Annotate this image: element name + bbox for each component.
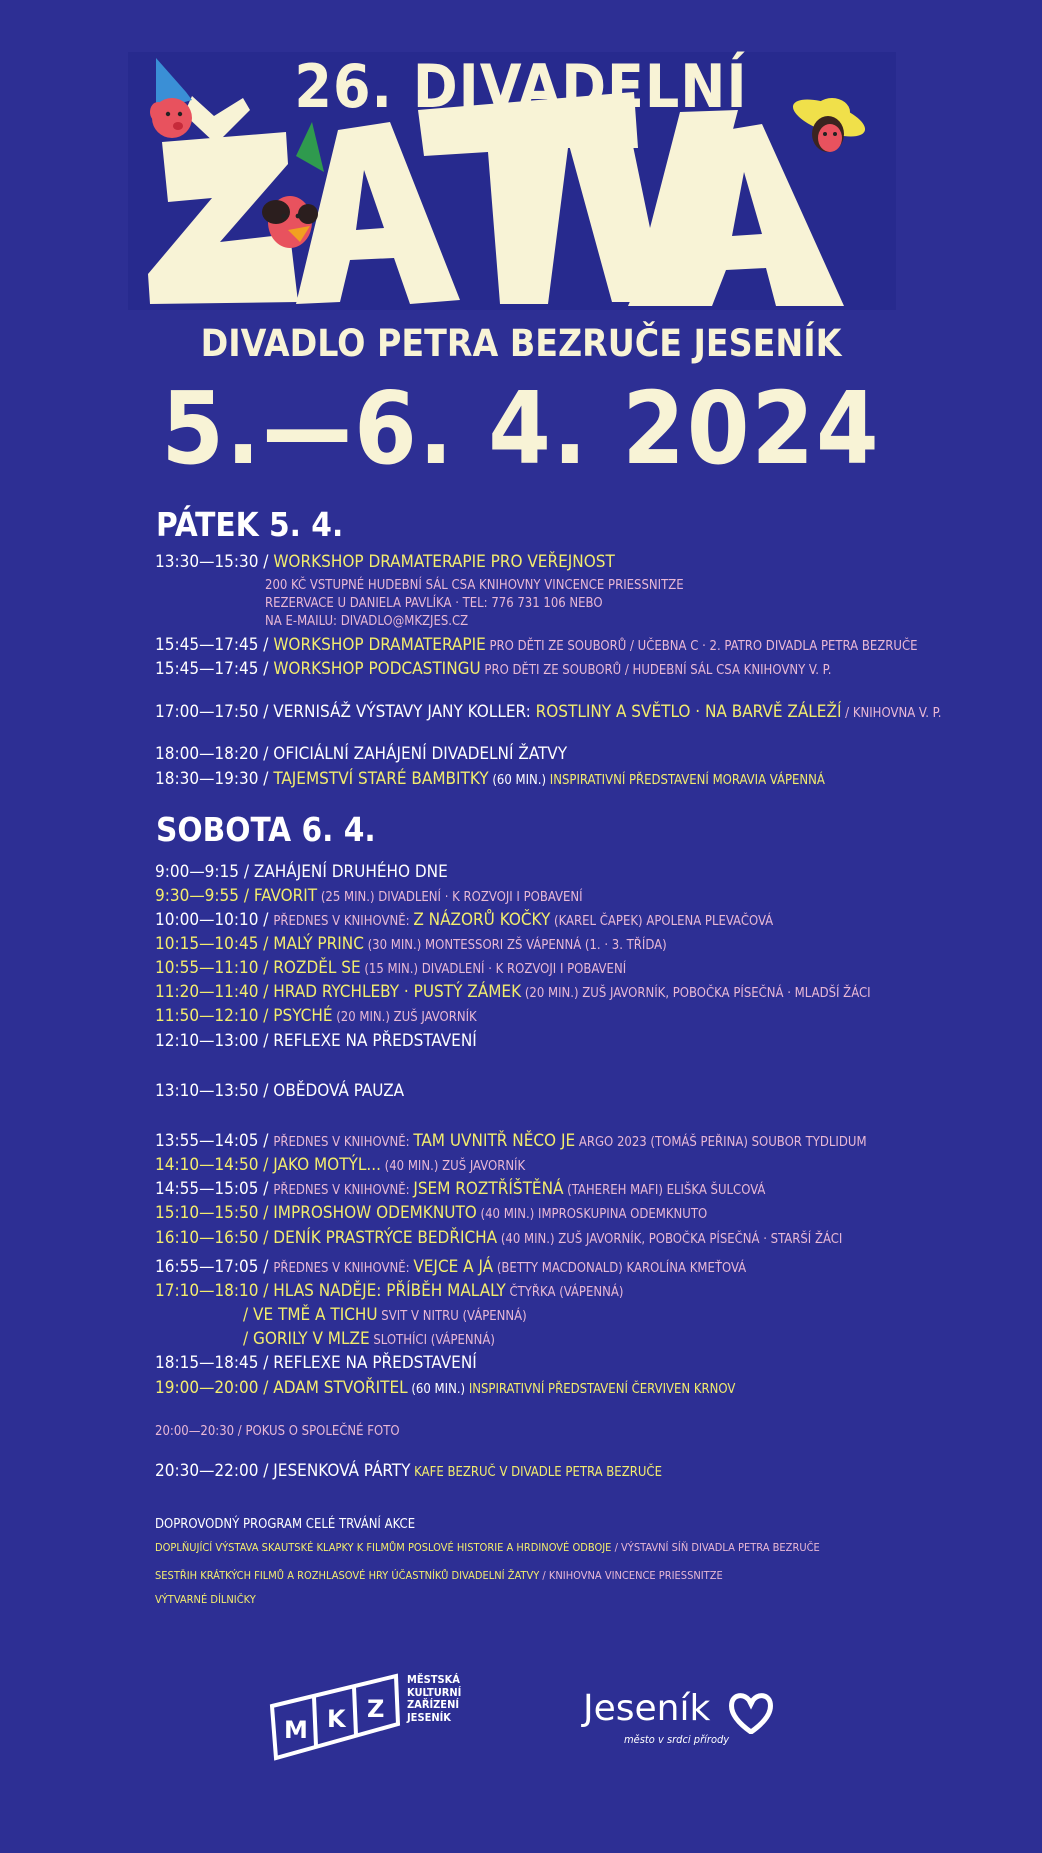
schedule-row — [155, 888, 583, 905]
row-info: ARGO 2023 (TOMÁŠ PEŘINA) SOUBOR TYDLIDUM — [575, 1135, 867, 1150]
schedule-row — [155, 661, 831, 678]
schedule-row — [155, 936, 667, 953]
row-info: PRO DĚTI ZE SOUBORŮ / UČEBNA C · 2. PATRO DIVADLA PETRA BEZRUČE — [485, 639, 918, 654]
schedule-row — [155, 1422, 400, 1438]
row-time: 11:20—11:40 / HRAD RYCHLEBY · PUSTÝ ZÁMEK — [155, 982, 522, 1002]
accompanying-item — [155, 1542, 820, 1553]
row-title: VEJCE A JÁ — [413, 1257, 494, 1277]
row-title: ROSTLINY A SVĚTLO · NA BARVĚ ZÁLEŽÍ — [535, 702, 842, 722]
row-info: / KNIHOVNA V. P. — [841, 706, 942, 721]
row-info: SVIT V NITRU (VÁPENNÁ) — [377, 1309, 527, 1324]
mkz-logo — [268, 1672, 402, 1762]
row-info: KAFE BEZRUČ V DIVADLE PETRA BEZRUČE — [410, 1465, 662, 1480]
row-info: (15 MIN.) DIVADLENÍ · K ROZVOJI I POBAVENÍ — [360, 962, 627, 977]
row-time: 15:10—15:50 / IMPROSHOW ODEMKNUTO — [155, 1203, 477, 1223]
row-info: (30 MIN.) MONTESSORI ZŠ VÁPENNÁ (1. · 3. TŘÍDA) — [363, 938, 667, 953]
schedule-row — [155, 1230, 842, 1247]
mkz-text-line: JESENÍK — [407, 1710, 451, 1724]
row-duration: (60 MIN.) — [488, 773, 550, 788]
row-info: ČTYŘKA (VÁPENNÁ) — [505, 1285, 624, 1300]
accompanying-title: SESTŘIH KRÁTKÝCH FILMŮ A ROZHLASOVÉ HRY ÚČASTNÍKŮ DIVADELNÍ ŽATVY — [155, 1569, 540, 1582]
row-title: / VE TMĚ A TICHU — [243, 1305, 378, 1325]
mkz-text-line: KULTURNÍ — [407, 1685, 462, 1699]
row-detail: REZERVACE U DANIELA PAVLÍKA · TEL: 776 731 106 NEBO — [265, 596, 603, 611]
schedule-row — [155, 1133, 867, 1150]
accompanying-place: / VÝSTAVNÍ SÍŇ DIVADLA PETRA BEZRUČE — [611, 1541, 820, 1554]
row-time: 17:10—18:10 / HLAS NADĚJE: PŘÍBĚH MALALY — [155, 1281, 506, 1301]
row-time: 10:15—10:45 / MALÝ PRINC — [155, 934, 364, 954]
schedule-row — [155, 1157, 525, 1174]
accompanying-place: / KNIHOVNA VINCENCE PRIESSNITZE — [539, 1569, 723, 1582]
row-time: 20:00—20:30 / POKUS O SPOLEČNÉ FOTO — [155, 1424, 400, 1439]
schedule-row — [155, 1205, 707, 1222]
accompanying-item — [155, 1590, 256, 1606]
row-title: JSEM ROZTŘÍŠTĚNÁ — [413, 1179, 564, 1199]
row-info: PRO DĚTI ZE SOUBORŮ / HUDEBNÍ SÁL CSA KNIHOVNY V. P. — [480, 663, 832, 678]
venue-title: DIVADLO PETRA BEZRUČE JESENÍK — [200, 322, 842, 365]
row-duration: (60 MIN.) — [407, 1382, 469, 1397]
row-time: 15:45—17:45 / — [155, 635, 274, 655]
schedule-row — [243, 1331, 495, 1348]
schedule-row — [155, 1033, 477, 1050]
row-detail: 200 KČ VSTUPNÉ HUDEBNÍ SÁL CSA KNIHOVNY VINCENCE PRIESSNITZE — [265, 578, 684, 593]
schedule-row — [155, 554, 615, 571]
mkz-letter-k: K — [327, 1705, 346, 1733]
row-title: TAJEMSTVÍ STARÉ BAMBITKY — [273, 769, 489, 789]
row-info: (20 MIN.) ZUŠ JAVORNÍK, POBOČKA PÍSEČNÁ · MLADŠÍ ŽÁCI — [521, 986, 871, 1001]
accompanying-item — [155, 1566, 723, 1582]
row-time: 9:00—9:15 / ZAHÁJENÍ DRUHÉHO DNE — [155, 862, 448, 882]
row-time: 13:55—14:05 / — [155, 1131, 274, 1151]
row-info: (40 MIN.) ZUŠ JAVORNÍK, POBOČKA PÍSEČNÁ · STARŠÍ ŽÁCI — [497, 1232, 843, 1247]
row-title: Z NÁZORŮ KOČKY — [413, 910, 551, 930]
row-info: (TAHEREH MAFI) ELIŠKA ŠULCOVÁ — [563, 1183, 766, 1198]
row-time: 20:30—22:00 / JESENKOVÁ PÁRTY — [155, 1461, 411, 1481]
accompanying-title: VÝTVARNÉ DÍLNIČKY — [155, 1593, 256, 1606]
schedule-row — [155, 1463, 662, 1480]
row-info: (KAREL ČAPEK) APOLENA PLEVAČOVÁ — [550, 914, 774, 929]
mkz-letter-m: M — [284, 1716, 308, 1744]
mkz-text-line: MĚSTSKÁ — [407, 1673, 460, 1686]
accompanying-heading-text: DOPROVODNÝ PROGRAM CELÉ TRVÁNÍ AKCE — [155, 1517, 416, 1532]
mkz-letter-z: Z — [367, 1695, 385, 1723]
schedule-row — [155, 1259, 746, 1276]
schedule-row — [155, 1380, 735, 1397]
schedule-row — [155, 864, 448, 881]
schedule-row — [155, 637, 918, 654]
mkz-logo-text — [407, 1674, 461, 1724]
row-time: 18:15—18:45 / REFLEXE NA PŘEDSTAVENÍ — [155, 1353, 477, 1373]
schedule-row — [155, 746, 567, 763]
row-time: 17:00—17:50 / VERNISÁŽ VÝSTAVY JANY KOLLER: — [155, 702, 536, 722]
row-time: 19:00—20:00 / ADAM STVOŘITEL — [155, 1378, 408, 1398]
schedule-row — [155, 984, 871, 1001]
row-time: 10:55—11:10 / ROZDĚL SE — [155, 958, 361, 978]
row-title: TAM UVNITŘ NĚCO JE — [413, 1131, 576, 1151]
schedule-row — [155, 912, 773, 929]
row-time: 18:30—19:30 / — [155, 769, 274, 789]
schedule-row — [155, 1355, 477, 1372]
row-time: 13:30—15:30 / — [155, 552, 274, 572]
row-info: (25 MIN.) DIVADLENÍ · K ROZVOJI I POBAVENÍ — [317, 890, 583, 905]
row-time: 16:10—16:50 / DENÍK PRASTRÝCE BEDŘICHA — [155, 1228, 498, 1248]
row-time: 9:30—9:55 / FAVORIT — [155, 886, 318, 906]
schedule-row — [155, 704, 941, 721]
festival-title-line1: 26. DIVADELNÍ — [294, 52, 748, 122]
row-detail: NA E-MAILU: DIVADLO@MKZJES.CZ — [265, 614, 469, 629]
schedule-row — [243, 1307, 527, 1324]
row-info: INSPIRATIVNÍ PŘEDSTAVENÍ ČERVIVEN KRNOV — [468, 1382, 736, 1397]
row-prefix: PŘEDNES V KNIHOVNĚ: — [273, 1135, 414, 1150]
row-time: 14:10—14:50 / JAKO MOTÝL... — [155, 1155, 381, 1175]
jesenik-tagline: město v srdci přírody — [624, 1733, 730, 1746]
day-heading-friday: PÁTEK 5. 4. — [156, 505, 344, 544]
mkz-text-line: ZAŘÍZENÍ — [407, 1698, 460, 1711]
schedule-row — [155, 960, 626, 977]
schedule-row — [155, 1008, 477, 1025]
row-info: INSPIRATIVNÍ PŘEDSTAVENÍ MORAVIA VÁPENNÁ — [549, 773, 825, 788]
festival-dates: 5.—6. 4. 2024 — [161, 370, 881, 487]
row-time: 14:55—15:05 / — [155, 1179, 274, 1199]
row-info: SLOTHÍCI (VÁPENNÁ) — [369, 1333, 495, 1348]
schedule-row — [155, 1181, 765, 1198]
row-info: (40 MIN.) IMPROSKUPINA ODEMKNUTO — [476, 1207, 708, 1222]
row-title: WORKSHOP DRAMATERAPIE PRO VEŘEJNOST — [273, 552, 615, 572]
row-time: 18:00—18:20 / OFICIÁLNÍ ZAHÁJENÍ DIVADELNÍ ŽATVY — [155, 744, 568, 764]
row-prefix: PŘEDNES V KNIHOVNĚ: — [273, 914, 414, 929]
row-time: 10:00—10:10 / — [155, 910, 274, 930]
row-time: 15:45—17:45 / — [155, 659, 274, 679]
row-time: 12:10—13:00 / REFLEXE NA PŘEDSTAVENÍ — [155, 1031, 477, 1051]
row-time: 13:10—13:50 / OBĚDOVÁ PAUZA — [155, 1081, 405, 1101]
schedule-row — [155, 771, 825, 788]
row-title: WORKSHOP DRAMATERAPIE — [273, 635, 486, 655]
jesenik-logo: Jeseník — [583, 1688, 711, 1729]
row-title: WORKSHOP PODCASTINGU — [273, 659, 481, 679]
row-info: (40 MIN.) ZUŠ JAVORNÍK — [380, 1159, 526, 1174]
row-info: (BETTY MACDONALD) KAROLÍNA KMEŤOVÁ — [493, 1261, 747, 1276]
day-heading-saturday: SOBOTA 6. 4. — [156, 810, 376, 849]
row-time: 16:55—17:05 / — [155, 1257, 274, 1277]
row-prefix: PŘEDNES V KNIHOVNĚ: — [273, 1261, 414, 1276]
heart-icon — [728, 1692, 774, 1734]
row-info: (20 MIN.) ZUŠ JAVORNÍK — [332, 1010, 477, 1025]
row-time: 11:50—12:10 / PSYCHÉ — [155, 1006, 333, 1026]
row-title: / GORILY V MLZE — [243, 1329, 370, 1349]
row-prefix: PŘEDNES V KNIHOVNĚ: — [273, 1183, 414, 1198]
accompanying-title: DOPLŇUJÍCÍ VÝSTAVA SKAUTSKÉ KLAPKY K FILMŮM POSLOVÉ HISTORIE A HRDINOVÉ ODBOJE — [155, 1541, 612, 1554]
accompanying-heading — [155, 1515, 415, 1531]
schedule-row — [155, 1283, 623, 1300]
schedule-row — [155, 1083, 404, 1100]
